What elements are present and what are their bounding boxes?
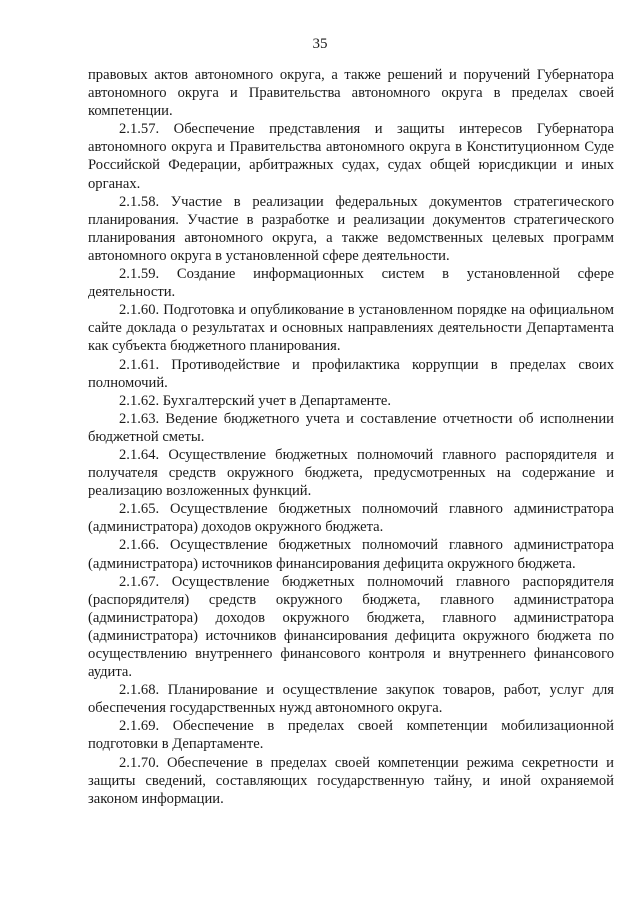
- paragraph-2-1-61: 2.1.61. Противодействие и профилактика коррупции в пределах своих полномочий.: [88, 356, 614, 391]
- paragraph-2-1-57: 2.1.57. Обеспечение представления и защиты интересов Губернатора автономного округа и Правительства автономного округа в Конституционном Суде Российской Федерации, арбитражных судах, судах общей юрисдикции и иных органах.: [88, 121, 614, 192]
- paragraph-continuation: правовых актов автономного округа, а также решений и поручений Губернатора автономного округа и Правительства автономного округа в пределах своей компетенции.: [88, 67, 614, 120]
- paragraph-2-1-68: 2.1.68. Планирование и осуществление закупок товаров, работ, услуг для обеспечения государственных нужд автономного округа.: [88, 682, 614, 717]
- paragraph-2-1-65: 2.1.65. Осуществление бюджетных полномочий главного администратора (администратора) доходов окружного бюджета.: [88, 501, 614, 536]
- paragraph-2-1-69: 2.1.69. Обеспечение в пределах своей компетенции мобилизационной подготовки в Департаменте.: [88, 718, 614, 753]
- paragraph-2-1-66: 2.1.66. Осуществление бюджетных полномочий главного администратора (администратора) источников финансирования дефицита окружного бюджета.: [88, 537, 614, 572]
- document-body: [88, 66, 614, 808]
- page-number: 35: [312, 36, 328, 52]
- paragraph-2-1-63: 2.1.63. Ведение бюджетного учета и составление отчетности об исполнении бюджетной сметы.: [88, 410, 614, 445]
- paragraph-2-1-62: 2.1.62. Бухгалтерский учет в Департаменте.: [119, 392, 391, 409]
- paragraph-2-1-58: 2.1.58. Участие в реализации федеральных документов стратегического планирования. Участие в разработке и реализации документов стратегического планирования автономного округа, а также ведомственных целевых программ автономного округа в установленной сфере деятельности.: [88, 193, 614, 264]
- paragraph-2-1-67: 2.1.67. Осуществление бюджетных полномочий главного распорядителя (распорядителя) средств окружного бюджета, главного администратора (администратора) доходов окружного бюджета, главного администратора (администратора) источников финансирования дефицита окружного бюджета по осуществлению внутреннего финансового контроля и внутреннего финансового аудита.: [88, 573, 614, 681]
- paragraph-2-1-60: 2.1.60. Подготовка и опубликование в установленном порядке на официальном сайте доклада о результатах и основных направлениях деятельности Департамента как субъекта бюджетного планирования.: [88, 302, 614, 355]
- paragraph-2-1-64: 2.1.64. Осуществление бюджетных полномочий главного распорядителя и получателя средств окружного бюджета, предусмотренных на содержание и реализацию возложенных функций.: [88, 446, 614, 500]
- paragraph-2-1-59: 2.1.59. Создание информационных систем в установленной сфере деятельности.: [88, 266, 614, 301]
- paragraph-2-1-70: 2.1.70. Обеспечение в пределах своей компетенции режима секретности и защиты сведений, составляющих государственную тайну, и иной охраняемой законом информации.: [88, 754, 614, 807]
